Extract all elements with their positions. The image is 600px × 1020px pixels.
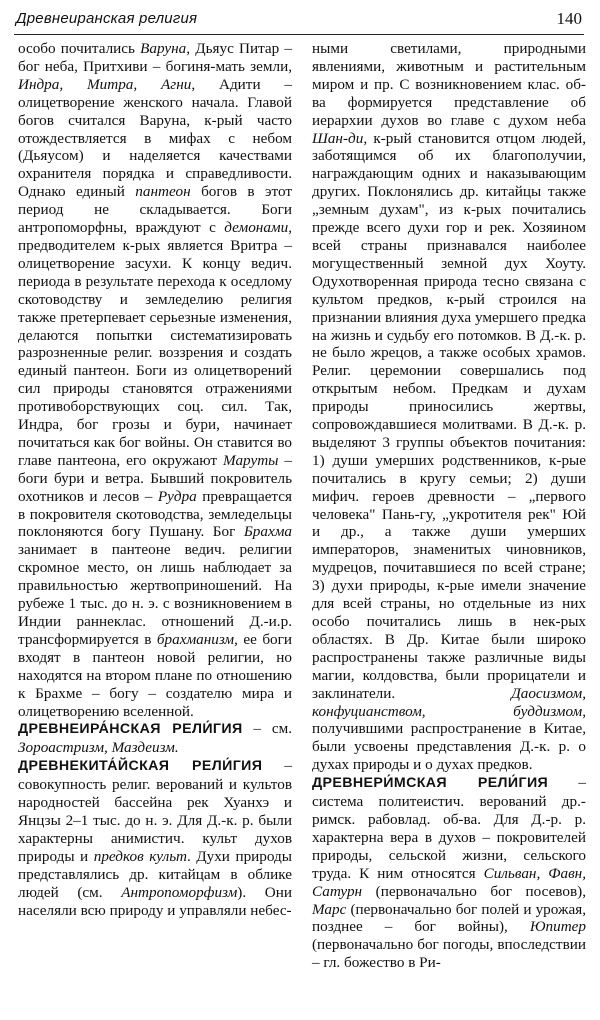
- term-link: Даосизмом, конфуцианством, буддизмом: [312, 684, 586, 720]
- text-run: (первоначально бог посевов),: [362, 882, 586, 900]
- text-run: – система политеистич. верований др.-римск. рабовлад. об-ва. Для Д.-р. р. характерна вера в духов – покровителей природы, сельской жизни, сельского труда. К ним относятся: [312, 774, 586, 882]
- term-link: брахманизм: [156, 630, 235, 648]
- term-link: Индра, Митра, Агни: [18, 75, 192, 93]
- text-run: . Духи природы представлялись др. китайцам в облике людей (см.: [18, 847, 292, 901]
- entry-ancient-roman: [312, 774, 586, 972]
- text-run: , предводителем к-рых является Вритра – олицетворение засухи. К концу ведич. периода в результате перехода к оседлому скотоводству и земледелию религия также претерпевает серьезные изменения, делаются попытки систематизировать разрозненные религ. воззрения и создать единый пантеон. Боги из олицетворений сил природы становятся отражениями противоборствующих соц. сил. Так, Индра, бог грозы и бури, начинает почитаться как бог войны. Он ставится во главе пантеона, его окружают: [18, 219, 292, 469]
- text-run: , получившими распространение в Китае, были усвоены представления Д.-к. р. о духах природы и о духах предков.: [312, 702, 586, 774]
- cross-reference: Зороастризм, Маздеизм.: [18, 739, 179, 757]
- entry-vedic-continuation: [18, 40, 292, 720]
- cross-reference: Антропоморфизм: [121, 883, 238, 901]
- term-link: демонами: [224, 219, 289, 237]
- text-run: превращается в покровителя скотоводства, земледельцы поклоняются богу Пушану. Бог: [18, 487, 292, 541]
- headword: ДРЕВНЕИРА́НСКАЯ РЕЛИ́ГИЯ: [18, 721, 243, 738]
- text-run: , ее боги входят в пантеон новой религии, но находятся на втором плане по отношению к Брахме – богу – создателю мира и олицетворению вселенной.: [18, 630, 292, 720]
- text-run: богов в этот период не складывается. Боги антропоморфны, враждуют с: [18, 183, 293, 237]
- right-column: [312, 40, 586, 972]
- text-run: – см.: [242, 720, 293, 738]
- text-run: ными светилами, природными явлениями, животным и растительным миром и пр. С возникновением клас. об-ва формируется представление об иерархии духов во главе с духом неба: [312, 40, 586, 129]
- term-link: пантеон: [135, 183, 191, 201]
- text-run: – боги бури и ветра. Бывший покровитель охотников и лесов –: [18, 451, 293, 505]
- term-link: Маруты: [223, 451, 279, 469]
- left-column: [18, 40, 292, 919]
- term-link: Шан-ди: [312, 129, 364, 147]
- text-run: , к-рый становится отцом людей, заботящимся об их благополучии, награждающим одних и наказывающим других. Поклонялись др. китайцы также „земным духам", из к-рых почитались прежде всего духи гор и рек. Хозяином всей страны признавался наиболее могущественный земной дух Хоуту. Одухотворенная природа тесно связана с культом предков, к-рый строился на признании влияния духа умершего предка на жизнь и судьбу его потомков. В Д.-к. р. не было жрецов, а также особых храмов. Религ. церемонии совершались под открытым небом. Предкам и духам природы приносились жертвы, сопровождавшиеся молитвами. В Д.-к. р. выделяют 3 группы объектов почитания: 1) души умерших родственников, к-рые почитались в кругу семьи; 2) души мифич. героев древности – „первого человека" Пань-гу, „укротителя рек" Юй и др., а также души умерших императоров, знаменитых чиновников, мудрецов, почитавшиеся по всей стране; 3) духи природы, к-рые имели значение для всей страны, но отдельные из них особо почитались лишь в нек-рых областях. В Др. Китае были широко распространены также различные виды магии, колдовства, были прорицатели и заклинатели.: [312, 129, 586, 702]
- headword: ДРЕВНЕРИ́МСКАЯ РЕЛИ́ГИЯ: [312, 775, 549, 792]
- running-head: [14, 6, 584, 35]
- text-run: занимает в пантеоне ведич. религии скромное место, он лишь наблюдает за правильностью жертвоприношений. На рубеже 1 тыс. до н. э. с возникновением в Индии раннеклас. отношений Д.-и.р. трансформируется в: [18, 541, 292, 648]
- term-link: Варуна: [140, 40, 187, 57]
- text-run: особо почитались: [18, 40, 141, 57]
- term-link: Брахма: [243, 523, 292, 541]
- page-number: 140: [556, 9, 582, 28]
- running-head-title: Древнеиранская религия: [16, 10, 198, 27]
- entry-ancient-iranian: [18, 720, 292, 757]
- entry-chinese-continuation: [312, 40, 586, 774]
- term-link: Рудра: [157, 487, 197, 505]
- term-link: Юпитер: [529, 918, 586, 936]
- text-run: ). Они населяли всю природу и управляли небес-: [18, 883, 292, 919]
- term-link: предков культ: [93, 847, 187, 865]
- text-run: , Дьяус Питар – бог неба, Притхиви – богиня-мать земли,: [18, 40, 292, 75]
- text-run: – совокупность религ. верований и культов народностей бассейна рек Хуанхэ и Янцзы 2–1 тыс. до н. э. Для Д.-к. р. были характерны анимистич. культ духов природы и: [18, 757, 292, 865]
- text-run: (первоначально бог полей и урожая, позднее – бог войны),: [312, 900, 586, 936]
- term-link: Марс: [312, 900, 347, 918]
- headword: ДРЕВНЕКИТА́ЙСКАЯ РЕЛИ́ГИЯ: [18, 758, 263, 775]
- text-run: , Адити – олицетворение женского начала. Главой богов считался Варуна, к-рый часто отождествляется в мифах с небом (Дьяусом) и наделяется качествами охранителя порядка и справедливости. Однако единый: [18, 75, 292, 201]
- entry-ancient-chinese: [18, 757, 292, 919]
- text-run: (первоначально бог погоды, впоследствии – гл. божество в Ри-: [312, 936, 586, 972]
- term-link: Сильван, Фавн, Сатурн: [312, 864, 586, 900]
